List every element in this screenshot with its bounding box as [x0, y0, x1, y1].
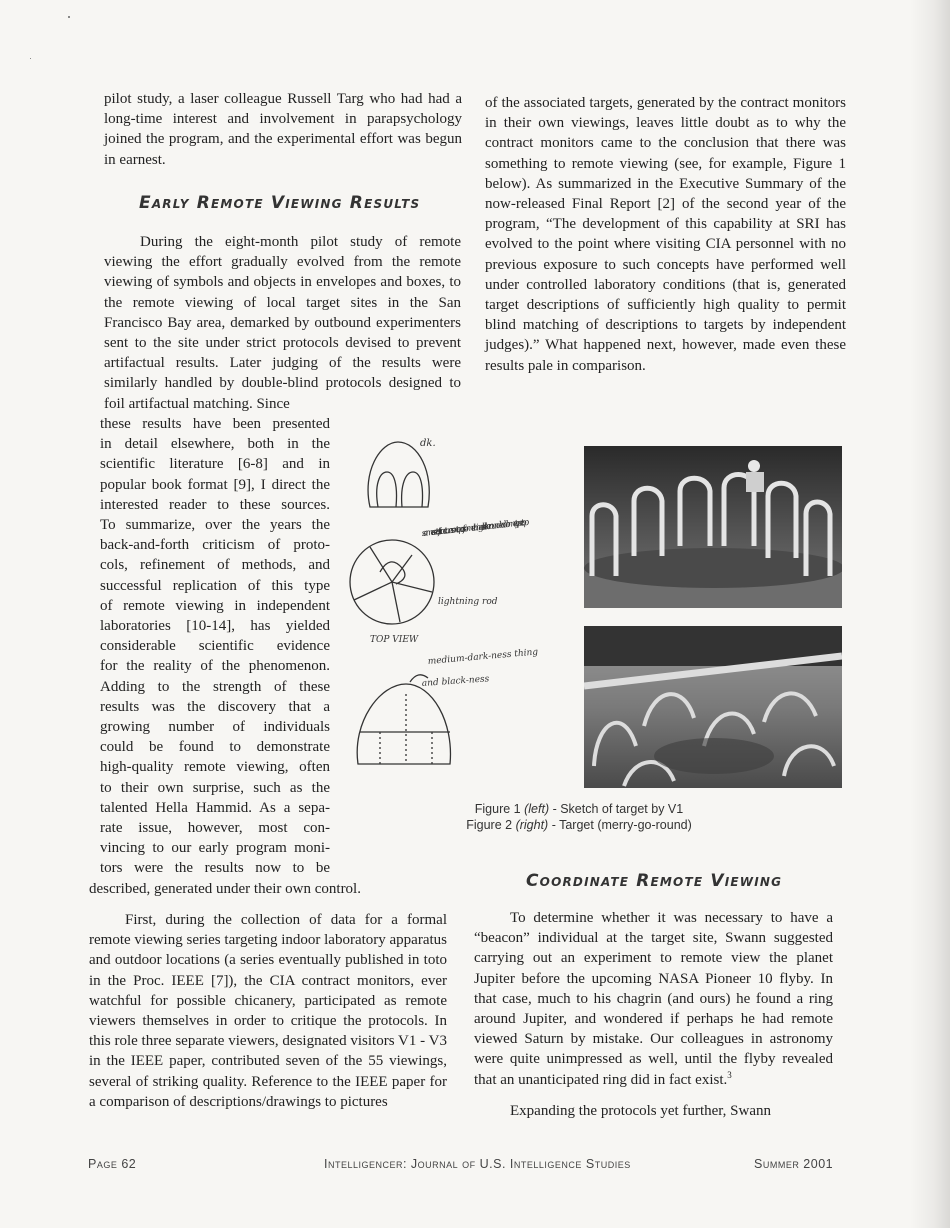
text-line: laboratories [10-14], has yielded — [100, 618, 330, 635]
figure-caption — [414, 801, 744, 833]
right-column-bottom — [474, 908, 833, 1121]
text-line: high-quality remote viewing, often — [100, 759, 330, 776]
figure-2-photo-bottom — [584, 626, 842, 788]
scan-speck — [68, 16, 70, 18]
scan-speck — [30, 58, 31, 59]
text-line: growing number of individuals — [100, 719, 330, 736]
wrapped-text-last-line — [89, 879, 409, 899]
text-line: cols, refinement of methods, and — [100, 557, 330, 574]
text-line: to their own surprise, such as the — [100, 779, 330, 796]
sketch-note: and black-ness — [421, 674, 490, 689]
sketch-note: dk. — [420, 438, 436, 449]
text-line: back-and-forth criticism of proto- — [100, 537, 330, 554]
text-line: talented Hella Hammid. As a sepa- — [100, 799, 330, 816]
scan-edge-shadow — [910, 0, 950, 1228]
text-line: results was the discovery that a — [100, 698, 330, 715]
sketch-note: TOP VIEW — [370, 635, 419, 645]
text-line: Adding to the strength of these — [100, 678, 330, 695]
text-line: vincing to our early program moni- — [100, 840, 330, 857]
text-line: these results have been presented — [100, 416, 330, 432]
figure-1-sketch — [340, 432, 540, 777]
text-line: popular book format [9], I direct the — [100, 476, 330, 493]
text-line: successful replication of this type — [100, 577, 330, 594]
paragraph-eight-month: During the eight-month pilot study of remote viewing the effort gradually evolved from the remote viewing of symbols and objects in envelopes and boxes, to the remote viewing of local target sites in the San Francisco Bay area, demarked by outbound experimenters sent to the site under strict protocols devised to prevent artifactual results. Later judging of the results were similarly handled by double-blind protocols designed to foil artifactual matching. Since — [104, 234, 461, 412]
text-line: for the reality of the phenomenon. — [100, 658, 330, 675]
left-column-eight-month — [104, 232, 461, 414]
left-top-paragraph — [104, 89, 462, 170]
caption-figure-2: Figure 2 (right) - Target (merry-go-round) — [466, 818, 692, 832]
text-line: considerable scientific evidence — [100, 638, 330, 655]
paragraph-determine: To determine whether it was necessary to have a “beacon” individual at the target site, Swann suggested carrying out an experiment to remote view the planet Jupiter before the upcoming NASA Pioneer 10 flyby. In that case, much to his chagrin (and ours) he found a ring around Jupiter, and wondered if perhaps he had remote viewed Saturn by mistake. Our colleagues in astronomy were quite unimpressed as well, until the flyby revealed that an unanticipated ring did in fact exist.$^3$ — [474, 910, 833, 1088]
right-top-paragraph — [485, 93, 846, 376]
wrapped-text-block — [100, 414, 330, 879]
sketch-dome-front — [368, 442, 429, 507]
paragraph-expanding: Expanding the protocols yet further, Swann — [510, 1102, 772, 1119]
sketch-note: same set of structures on top of something else like rounded dome-type top — [421, 517, 530, 539]
text-line: tors were the results now to be — [100, 860, 330, 877]
text-line: of remote viewing in independent — [100, 597, 330, 614]
sketch-note: lightning rod — [438, 597, 498, 607]
paragraph-pilot-study: pilot study, a laser colleague Russell Targ who had had a long-time interest and involvement in parapsychology joined the program, and the experimental effort was begun in earnest. — [104, 91, 462, 168]
text-line: To summarize, over the years the — [100, 517, 330, 534]
sketch-note: medium-dark-ness thing — [427, 647, 539, 667]
text-line: interested reader to these sources. — [100, 496, 330, 513]
footer-issue-date: Summer 2001 — [754, 1157, 834, 1171]
text-line: scientific literature [6-8] and in — [100, 456, 330, 473]
heading-coordinate-remote-viewing: Coordinate Remote Viewing — [526, 871, 783, 891]
paragraph-first: First, during the collection of data for a formal remote viewing series targeting indoor laboratory apparatus and outdoor locations (a series eventually published in toto in the Proc. IEEE [7]), the CIA contract monitors, ever watchful for possible chicanery, participated as remote viewers themselves in order to critique the protocols. In this role three separate viewers, designated visitors V1 - V3 in the IEEE paper, contributed seven of the 55 viewings, several of striking quality. Reference to the IEEE paper for a comparison of descriptions/drawings to pictures — [89, 912, 447, 1110]
sketch-dome-bottom — [357, 684, 450, 764]
footer-page-number: Page 62 — [88, 1157, 137, 1171]
paragraph-associated-targets: of the associated targets, generated by the contract monitors in their own viewings, leaves little doubt as to why the contract monitors came to the conclusion that there was something to remote viewing (see, for example, Figure 1 below). As summarized in the Executive Summary of the now-released Final Report [2] of the second year of the program, “The development of this capability at SRI has evolved to the point where visiting CIA personnel with no previous exposure to such concepts have performed well under controlled laboratory conditions (that is, generated target descriptions of sufficiently high quality to permit blind matching of descriptions to targets by independent judges).” What happened next, however, made even these results pale in comparison. — [485, 95, 846, 374]
text-line: described, generated under their own control. — [89, 881, 361, 897]
footer-journal-title: Intelligencer: Journal of U.S. Intelligence Studies — [324, 1157, 631, 1171]
heading-early-remote-viewing: Early Remote Viewing Results — [139, 193, 421, 213]
figure-2-photo-top — [584, 446, 842, 608]
caption-figure-1: Figure 1 (left) - Sketch of target by V1 — [474, 802, 684, 816]
text-line: rate issue, however, most con- — [100, 820, 330, 837]
text-line: in detail elsewhere, both in the — [100, 436, 330, 453]
sketch-top-view — [350, 540, 434, 624]
text-line: could be found to demonstrate — [100, 739, 330, 756]
footnote-mark: 3 — [727, 1069, 732, 1080]
left-column-first-para — [89, 910, 447, 1112]
